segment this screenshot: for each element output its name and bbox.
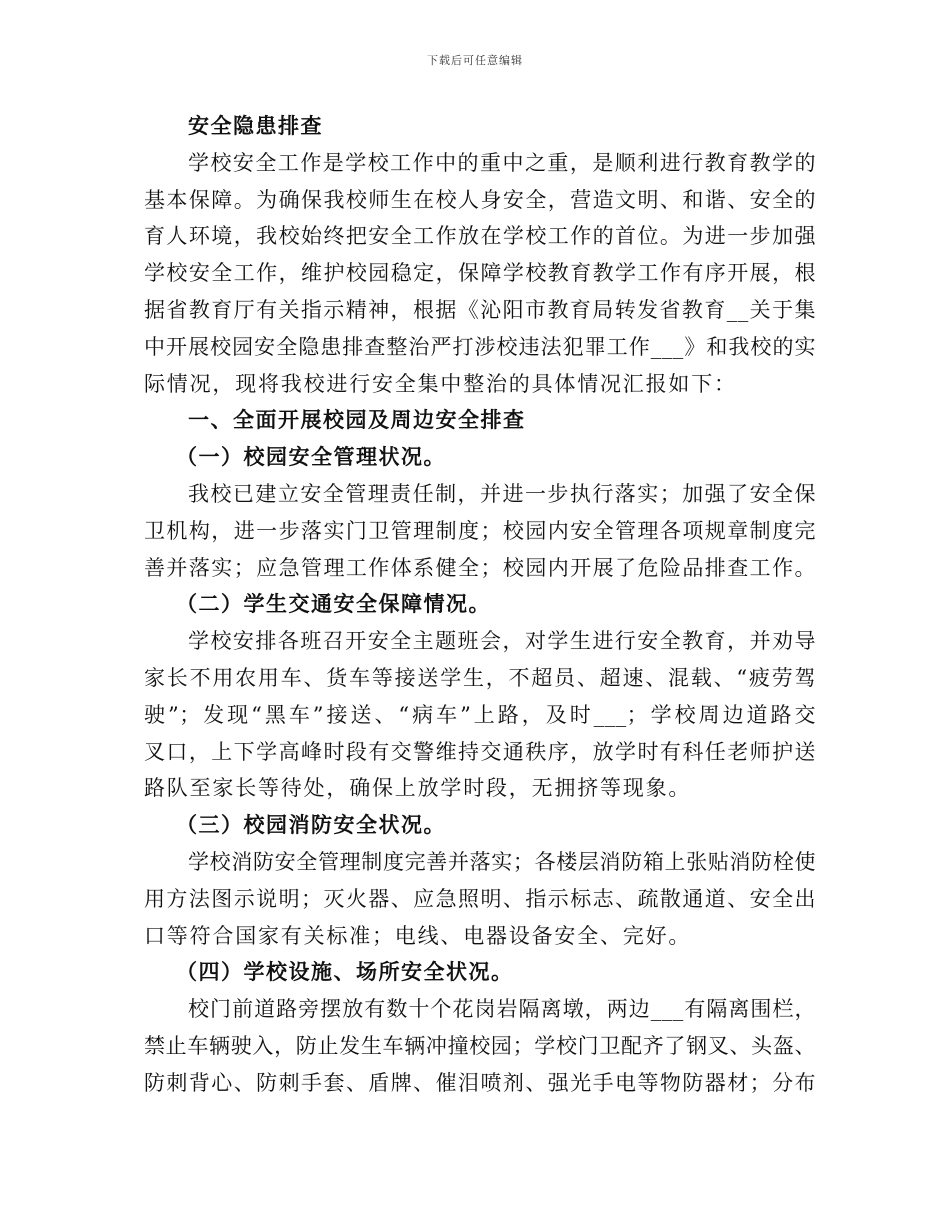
- subsection-heading-3: （三）校园消防安全状况。: [176, 812, 446, 838]
- intro-line: 学校安全工作是学校工作中的重中之重，是顺利进行教育教学的: [188, 150, 816, 175]
- intro-line: 育人环境，我校始终把安全工作放在学校工作的首位。为进一步加强: [144, 224, 816, 249]
- paragraph-line: 我校已建立安全管理责任制，并进一步执行落实；加强了安全保: [188, 481, 816, 506]
- subsection-heading-4: （四）学校设施、场所安全状况。: [176, 959, 514, 985]
- document-title: 安全隐患排查: [188, 113, 323, 138]
- paragraph-line: 学校安排各班召开安全主题班会，对学生进行安全教育，并劝导: [188, 629, 816, 654]
- paragraph-line: 用方法图示说明；灭火器、应急照明、指示标志、疏散通道、安全出: [144, 886, 816, 911]
- subsection-heading-1: （一）校园安全管理状况。: [176, 444, 446, 470]
- intro-line: 基本保障。为确保我校师生在校人身安全，营造文明、和谐、安全的: [144, 187, 816, 212]
- intro-line: 据省教育厅有关指示精神，根据《沁阳市教育局转发省教育__关于集: [144, 297, 816, 322]
- document-body: [144, 108, 816, 1102]
- paragraph-line: 家长不用农用车、货车等接送学生，不超员、超速、混载、“疲劳驾: [144, 665, 816, 690]
- paragraph-line: 防刺背心、防刺手套、盾牌、催泪喷剂、强光手电等物防器材；分布: [144, 1070, 816, 1095]
- paragraph-line: 路队至家长等待处，确保上放学时段，无拥挤等现象。: [144, 776, 692, 801]
- paragraph-line: 学校消防安全管理制度完善并落实；各楼层消防箱上张贴消防栓使: [188, 849, 816, 874]
- paragraph-line: 驶”；发现“黑车”接送、“病车”上路，及时___；学校周边道路交: [144, 702, 816, 727]
- paragraph-line: 善并落实；应急管理工作体系健全；校园内开展了危险品排查工作。: [144, 555, 816, 580]
- page-header-note: 下载后可任意编辑: [427, 54, 523, 67]
- paragraph-line: 禁止车辆驶入，防止发生车辆冲撞校园；学校门卫配齐了钢叉、头盔、: [144, 1033, 816, 1058]
- intro-line: 学校安全工作，维护校园稳定，保障学校教育教学工作有序开展，根: [144, 261, 816, 286]
- intro-line: 中开展校园安全隐患排查整治严打涉校违法犯罪工作___》和我校的实: [144, 334, 816, 359]
- intro-line: 际情况，现将我校进行安全集中整治的具体情况汇报如下：: [144, 371, 737, 396]
- paragraph-line: 校门前道路旁摆放有数十个花岗岩隔离墩，两边___有隔离围栏，: [188, 997, 816, 1022]
- section-heading-1: 一、全面开展校园及周边安全排查: [188, 407, 526, 433]
- paragraph-line: 卫机构，进一步落实门卫管理制度；校园内安全管理各项规章制度完: [144, 518, 816, 543]
- subsection-heading-2: （二）学生交通安全保障情况。: [176, 591, 491, 617]
- paragraph-line: 叉口，上下学高峰时段有交警维持交通秩序，放学时有科任老师护送: [144, 739, 816, 764]
- paragraph-line: 口等符合国家有关标准；电线、电器设备安全、完好。: [144, 923, 692, 948]
